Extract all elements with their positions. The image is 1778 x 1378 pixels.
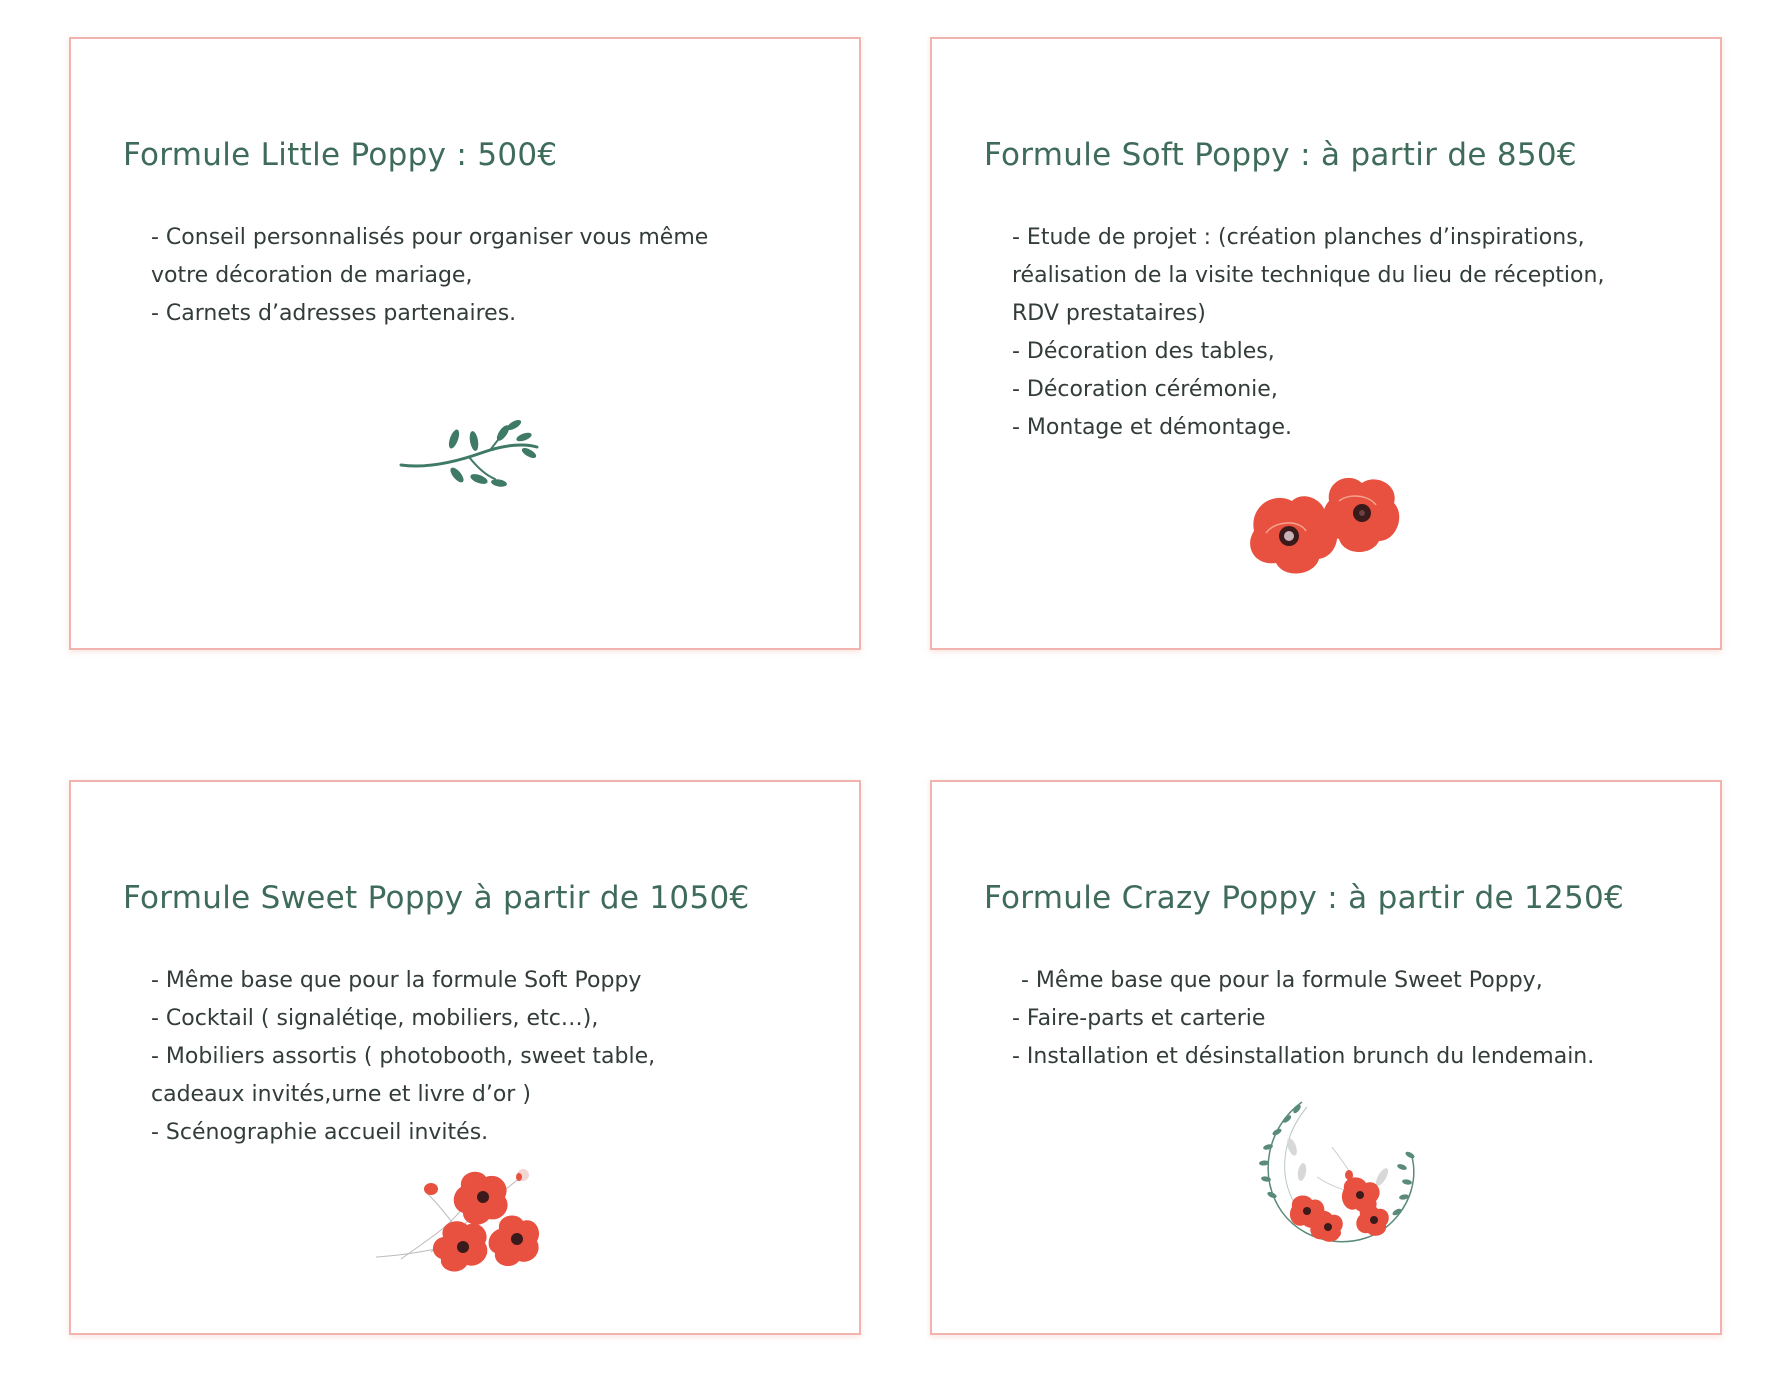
- feature-item: - Scénographie accueil invités.: [151, 1120, 489, 1145]
- feature-item: - Carnets d’adresses partenaires.: [151, 301, 517, 326]
- feature-item: RDV prestataires): [1012, 301, 1206, 326]
- feature-list: [151, 962, 819, 1152]
- feature-item: votre décoration de mariage,: [151, 263, 473, 288]
- two-poppies-icon: [1244, 471, 1404, 581]
- feature-item: - Montage et démontage.: [1012, 415, 1293, 440]
- pricing-card-soft-poppy: [930, 37, 1722, 650]
- card-title: Formule Sweet Poppy à partir de 1050€: [123, 880, 750, 916]
- poppy-bouquet-icon: [371, 1167, 551, 1292]
- pricing-card-little-poppy: [69, 37, 861, 650]
- pricing-card-crazy-poppy: [930, 780, 1722, 1335]
- feature-item: cadeaux invités,urne et livre d’or ): [151, 1082, 531, 1107]
- card-title: Formule Little Poppy : 500€: [123, 137, 558, 173]
- feature-item: - Même base que pour la formule Sweet Poppy,: [1021, 968, 1543, 993]
- feature-item: - Cocktail ( signalétiqe, mobiliers, etc…),: [151, 1006, 599, 1031]
- floral-wreath-icon: [1252, 1097, 1417, 1257]
- pricing-card-sweet-poppy: [69, 780, 861, 1335]
- feature-item: - Etude de projet : (création planches d’inspirations,: [1012, 225, 1585, 250]
- feature-list: [151, 219, 819, 333]
- green-branch-icon: [399, 417, 539, 497]
- feature-item: réalisation de la visite technique du lieu de réception,: [1012, 263, 1605, 288]
- card-title: Formule Crazy Poppy : à partir de 1250€: [984, 880, 1625, 916]
- feature-item: - Décoration cérémonie,: [1012, 377, 1278, 402]
- feature-item: - Installation et désinstallation brunch du lendemain.: [1012, 1044, 1595, 1069]
- feature-list: [1012, 962, 1680, 1076]
- feature-item: - Mobiliers assortis ( photobooth, sweet table,: [151, 1044, 656, 1069]
- feature-item: - Conseil personnalisés pour organiser vous même: [151, 225, 709, 250]
- feature-item: - Même base que pour la formule Soft Poppy: [151, 968, 642, 993]
- feature-item: - Faire-parts et carterie: [1012, 1006, 1266, 1031]
- feature-item: - Décoration des tables,: [1012, 339, 1275, 364]
- feature-list: [1012, 219, 1680, 447]
- card-title: Formule Soft Poppy : à partir de 850€: [984, 137, 1577, 173]
